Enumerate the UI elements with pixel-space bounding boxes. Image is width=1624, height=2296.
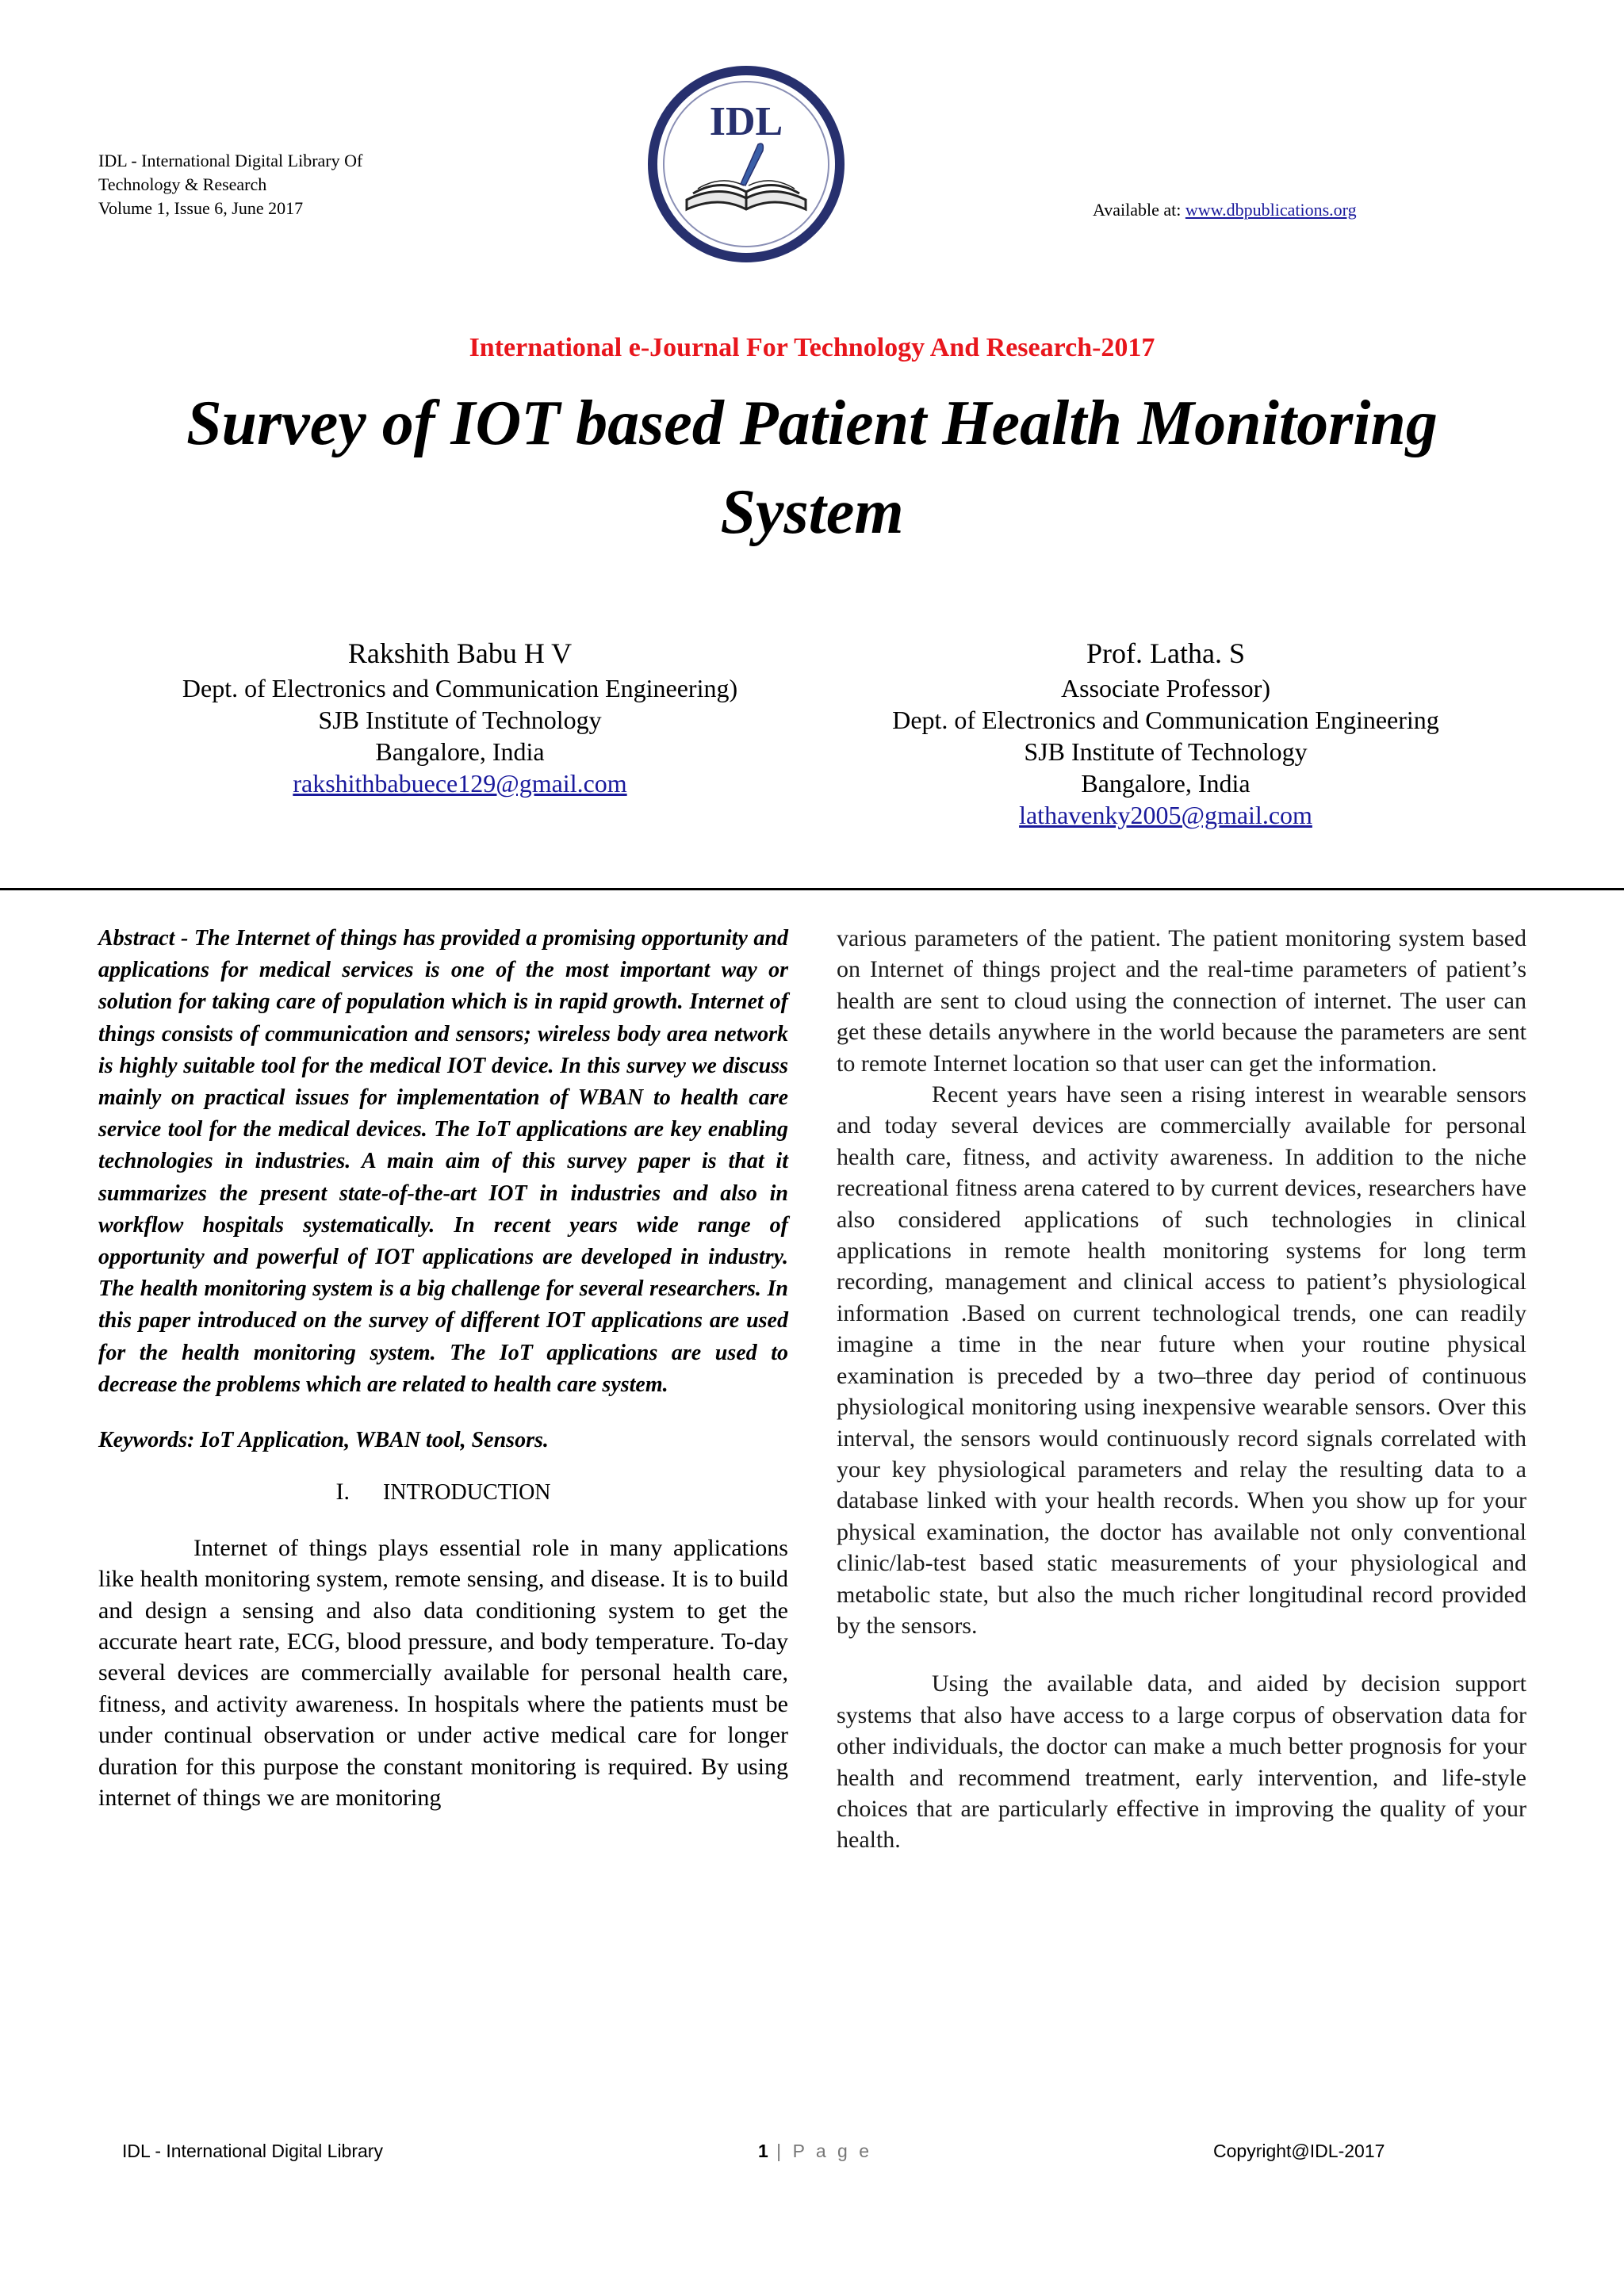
body-paragraph: Recent years have seen a rising interest in wearable sensors and today several devices are commercially available for personal health care, fitness, and activity awareness. In addition to the niche recreational fitness arena catered to by current devices, researchers have also considered applications of such technologies in clinical applications in remote health monitoring systems for long term recording, management and clinical access to patient’s physiological information .Based on current technological trends, one can readily imagine a time in the near future when your routine physical examination is preceded by a two–three day period of continuous physiological monitoring using inexpensive wearable sensors. Over this interval, the sensors would continuously record signals correlated with your key physiological parameters and relay the resulting data to a database linked with your health records. When you show up for your physical examination, the doctor has available not only conventional clinic/lab-test based static measurements of your physiological and metabolic state, but also the much richer longitudinal record provided by the sensors. <box>837 1081 1526 1639</box>
section-title: INTRODUCTION <box>382 1480 551 1506</box>
page-number: 1 <box>758 2141 768 2161</box>
author-email-link[interactable]: rakshithbabuece129@gmail.com <box>293 769 627 798</box>
author-affiliation-line: Associate Professor) <box>1061 674 1270 702</box>
section-heading <box>98 1476 788 1508</box>
body-paragraph: Using the available data, and aided by decision support systems that also have access to a large corpus of observation data for other individuals, the doctor can make a much better prognosis for your health and recommend treatment, early intervention, and life-style choices that are particularly effective in improving the quality of your health. <box>837 1670 1526 1854</box>
author-email-link[interactable]: lathavenky2005@gmail.com <box>1019 801 1312 829</box>
footer-library: IDL - International Digital Library <box>122 2141 383 2161</box>
keywords: Keywords: IoT Application, WBAN tool, Sensors. <box>98 1428 549 1453</box>
journal-website-link[interactable]: www.dbpublications.org <box>1185 200 1357 220</box>
right-column <box>837 923 1526 1856</box>
header-availability <box>1093 198 1426 222</box>
idl-logo <box>647 65 845 263</box>
author-affiliation-line: SJB Institute of Technology <box>1024 737 1308 766</box>
page-label: P a g e <box>792 2141 873 2161</box>
header-line: Volume 1, Issue 6, June 2017 <box>98 198 304 218</box>
author-affiliation-line: Dept. of Electronics and Communication Engineering <box>892 706 1439 734</box>
header-line: IDL - International Digital Library Of <box>98 151 363 170</box>
author-block-1 <box>127 634 793 799</box>
author-affiliation-line: SJB Institute of Technology <box>318 706 602 734</box>
abstract: Abstract - The Internet of things has provided a promising opportunity and applications for medical services is one of the most important way or solution for taking care of population which is in rapid growth. Internet of things consists of communication and sensors; wireless body area network is highly suitable tool for the medical IOT device. In this survey we discuss mainly on practical issues for implementation of WBAN to health care service tool for the medical devices. The IoT applications are key enabling technologies in industries. A main aim of this survey paper is that it summarizes the present state-of-the-art IOT in industries and also in workflow hospitals systematically. In recent years wide range of opportunity and powerful of IOT applications are developed in industry. The health monitoring system is a big challenge for several researchers. In this paper introduced on the survey of different IOT applications are used for the health monitoring system. The IoT applications are used to decrease the problems which are related to health care system. <box>98 926 788 1397</box>
footer-copyright: Copyright@IDL-2017 <box>1213 2141 1385 2161</box>
author-affiliation-line: Bangalore, India <box>1081 769 1251 798</box>
logo-text: IDL <box>709 99 783 144</box>
author-affiliation-line: Dept. of Electronics and Communication Engineering) <box>182 674 738 702</box>
header-line: Technology & Research <box>98 174 267 194</box>
left-column <box>98 923 788 1814</box>
author-affiliation-line: Bangalore, India <box>375 737 545 766</box>
page-separator: | <box>768 2141 793 2161</box>
available-label: Available at: <box>1093 200 1185 220</box>
author-name: Rakshith Babu H V <box>347 637 573 669</box>
journal-name: International e-Journal For Technology And Research-2017 <box>469 333 1155 362</box>
section-number: I. <box>335 1479 350 1506</box>
header-publication-info <box>98 149 574 220</box>
footer-page <box>758 2141 872 2162</box>
author-block-2 <box>825 634 1507 831</box>
intro-paragraph: Internet of things plays essential role in many applications like health monitoring system, remote sensing, and disease. It is to build and design a sensing and also data conditioning system to get the accurate heart rate, ECG, blood pressure, and body temperature. To-day several devices are commercially available for personal health care, fitness, and activity awareness. In hospitals where the patients must be under continual observation or under active medical care for longer duration for this purpose the constant monitoring is required. By using internet of things we are monitoring <box>98 1534 788 1812</box>
body-paragraph: various parameters of the patient. The patient monitoring system based on Internet of things project and the real-time parameters of patient’s health are sent to cloud using the connection of internet. The user can get these details anywhere in the world because the parameters are sent to remote Internet location so that user can get the information. <box>837 925 1526 1077</box>
paper-title: Survey of IOT based Patient Health Monitoring System <box>186 388 1438 547</box>
header-divider <box>0 888 1624 890</box>
author-name: Prof. Latha. S <box>1086 637 1245 669</box>
